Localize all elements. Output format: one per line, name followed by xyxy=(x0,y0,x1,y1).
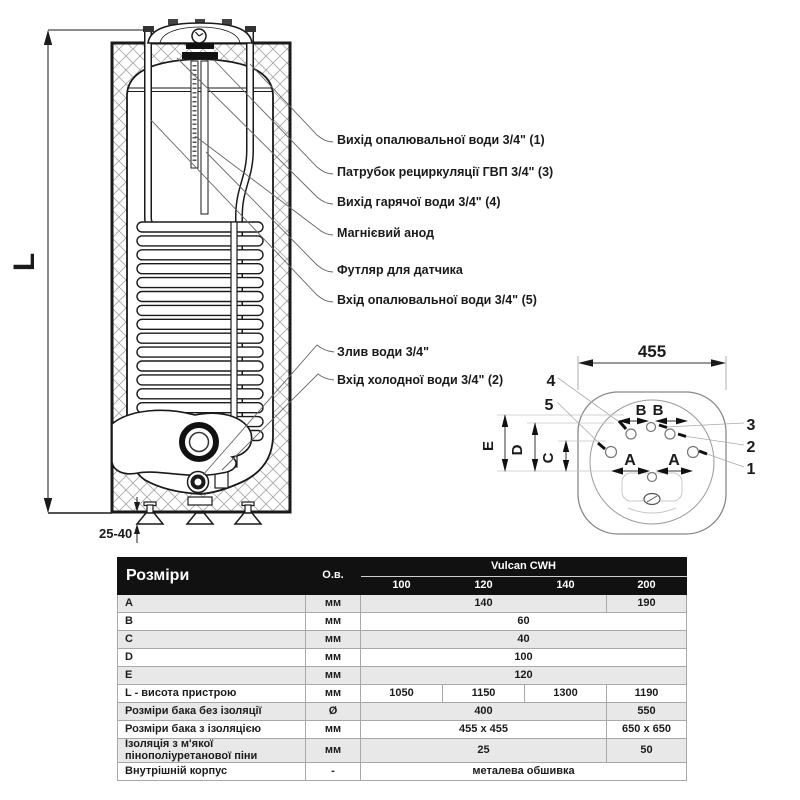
main-cross-section xyxy=(8,19,290,543)
part-label: Злив води 3/4" xyxy=(337,345,429,359)
callout-number: 3 xyxy=(746,417,756,434)
callout-number: 4 xyxy=(546,373,556,390)
callout-number: 5 xyxy=(544,397,554,414)
svg-text:A: A xyxy=(624,452,636,469)
part-label: Вхід опалювальної води 3/4" (5) xyxy=(337,293,537,307)
spec-row xyxy=(118,703,687,721)
callout-number: 2 xyxy=(746,439,756,456)
spec-row xyxy=(118,631,687,649)
spec-cell: A xyxy=(118,595,306,613)
svg-text:E: E xyxy=(480,440,497,452)
part-labels xyxy=(337,133,553,387)
spec-row xyxy=(118,613,687,631)
svg-text:D: D xyxy=(509,444,526,456)
callout-number: 1 xyxy=(746,461,756,478)
spec-row xyxy=(118,595,687,613)
part-label: Вихід опалювальної води 3/4" (1) xyxy=(337,133,545,147)
spec-cell: Ізоляція з м'якої пінополіуретанової піни xyxy=(118,739,306,763)
spec-cell: мм xyxy=(306,739,361,763)
spec-row xyxy=(118,649,687,667)
spec-cell: 550 xyxy=(607,703,687,721)
spec-table xyxy=(117,557,687,781)
unit-column-header: О.в. xyxy=(306,558,361,595)
spec-cell: D xyxy=(118,649,306,667)
spec-cell: 650 x 650 xyxy=(607,721,687,739)
top-view-diagram xyxy=(480,342,756,534)
svg-text:A: A xyxy=(668,452,680,469)
spec-cell: 100 xyxy=(361,649,687,667)
part-label: Магнієвий анод xyxy=(337,226,435,240)
spec-cell: L - висота пристрою xyxy=(118,685,306,703)
spec-cell: Ø xyxy=(306,703,361,721)
svg-text:B: B xyxy=(652,402,664,419)
feet-clearance-dimension xyxy=(134,497,140,543)
thermometer-icon xyxy=(192,29,206,43)
width-dimension xyxy=(578,356,726,390)
svg-text:B: B xyxy=(635,402,647,419)
spec-cell: мм xyxy=(306,631,361,649)
spec-cell: 400 xyxy=(361,703,607,721)
dimension-label-L: L xyxy=(8,252,41,272)
spec-cell: 25 xyxy=(361,739,607,763)
spec-cell: 140 xyxy=(361,595,607,613)
spec-cell: 120 xyxy=(361,667,687,685)
spec-cell: металева обшивка xyxy=(361,763,687,781)
spec-cell: 1190 xyxy=(607,685,687,703)
spec-cell: Внутрішній корпус xyxy=(118,763,306,781)
spec-row xyxy=(118,685,687,703)
spec-row xyxy=(118,739,687,763)
spec-cell: E xyxy=(118,667,306,685)
spec-cell: 455 x 455 xyxy=(361,721,607,739)
part-label: Вхід холодної води 3/4" (2) xyxy=(337,373,504,387)
spec-cell: 1150 xyxy=(443,685,525,703)
spec-cell: мм xyxy=(306,685,361,703)
model-header: 100 xyxy=(361,577,443,595)
part-label: Патрубок рециркуляції ГВП 3/4" (3) xyxy=(337,165,554,179)
svg-text:C: C xyxy=(540,452,557,464)
spec-cell: 190 xyxy=(607,595,687,613)
spec-cell: 1300 xyxy=(525,685,607,703)
model-header: 120 xyxy=(443,577,525,595)
spec-cell: мм xyxy=(306,613,361,631)
spec-cell: Розміри бака з ізоляцією xyxy=(118,721,306,739)
part-label: Вихід гарячої води 3/4" (4) xyxy=(337,195,501,209)
model-header: 140 xyxy=(525,577,607,595)
spec-row xyxy=(118,763,687,781)
spec-table-wrap xyxy=(117,557,686,781)
width-dimension-label: 455 xyxy=(637,342,667,361)
flange-port xyxy=(182,425,216,459)
drain-port xyxy=(188,472,209,493)
spec-cell: C xyxy=(118,631,306,649)
series-header: Vulcan CWH xyxy=(361,558,687,577)
feet-clearance-label: 25-40 xyxy=(99,526,133,541)
spec-cell: мм xyxy=(306,721,361,739)
spec-cell: 1050 xyxy=(361,685,443,703)
table-title: Розміри xyxy=(118,558,306,595)
spec-cell: мм xyxy=(306,649,361,667)
spec-cell: мм xyxy=(306,595,361,613)
model-header: 200 xyxy=(607,577,687,595)
spec-cell: Розміри бака без ізоляції xyxy=(118,703,306,721)
spec-cell: B xyxy=(118,613,306,631)
spec-row xyxy=(118,667,687,685)
logo-icon xyxy=(644,494,660,505)
part-label: Футляр для датчика xyxy=(337,263,463,277)
spec-cell: мм xyxy=(306,667,361,685)
spec-cell: 60 xyxy=(361,613,687,631)
spec-row xyxy=(118,721,687,739)
spec-cell: 40 xyxy=(361,631,687,649)
spec-cell: 50 xyxy=(607,739,687,763)
spec-cell: - xyxy=(306,763,361,781)
